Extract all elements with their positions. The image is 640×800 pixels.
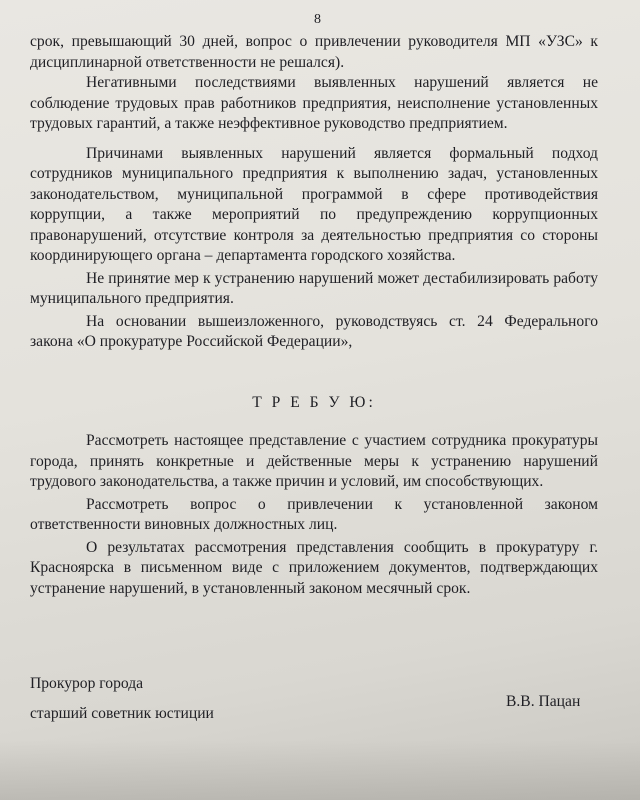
signatory-rank: старший советник юстиции (30, 705, 214, 722)
demand-item-1: Рассмотреть настоящее представление с участием сотрудника прокуратуры города, принять конкретные и действенные меры к устранению нарушений трудового законодательства, а также причин и условий, им способствующих. (30, 432, 598, 490)
signatory-name: В.В. Пацан (506, 693, 581, 710)
paragraph-consequences: Негативными последствиями выявленных нарушений является не соблюдение трудовых прав работников предприятия, неисполнение установленных трудовых гарантий, а также неэффективное руководство предприятием. (30, 74, 598, 132)
paragraph-continuation: срок, превышающий 30 дней, вопрос о привлечении руководителя МП «УЗС» к дисциплинарной ответственности не решался). (30, 33, 598, 71)
paragraph-destabilize: Не принятие мер к устранению нарушений может дестабилизировать работу муниципального предприятия. (30, 269, 598, 307)
document-body (30, 32, 598, 599)
signatory-position: Прокурор города (30, 675, 144, 692)
demand-item-2: Рассмотреть вопрос о привлечении к установленной законом ответственности виновных должностных лиц. (30, 495, 598, 533)
demand-heading: Т Р Е Б У Ю: (252, 393, 376, 411)
page-number: 8 (314, 12, 321, 27)
paragraph-causes: Причинами выявленных нарушений является формальный подход сотрудников муниципального предприятия к выполнению задач, установленных законодательством, муниципальной программой в сфере противодействия коррупции, а также мероприятий по предупреждению коррупционных правонарушений, отсутствие контроля за деятельностью предприятия со стороны координирующего органа – департамента городского хозяйства. (30, 144, 598, 264)
demand-item-3: О результатах рассмотрения представления сообщить в прокуратуру г. Красноярска в письменном виде с приложением документов, подтверждающих устранение нарушений, в установленный законом месячный срок. (30, 538, 598, 597)
paragraph-legal-basis: На основании вышеизложенного, руководствуясь ст. 24 Федерального закона «О прокуратуре Российской Федерации», (30, 312, 598, 350)
